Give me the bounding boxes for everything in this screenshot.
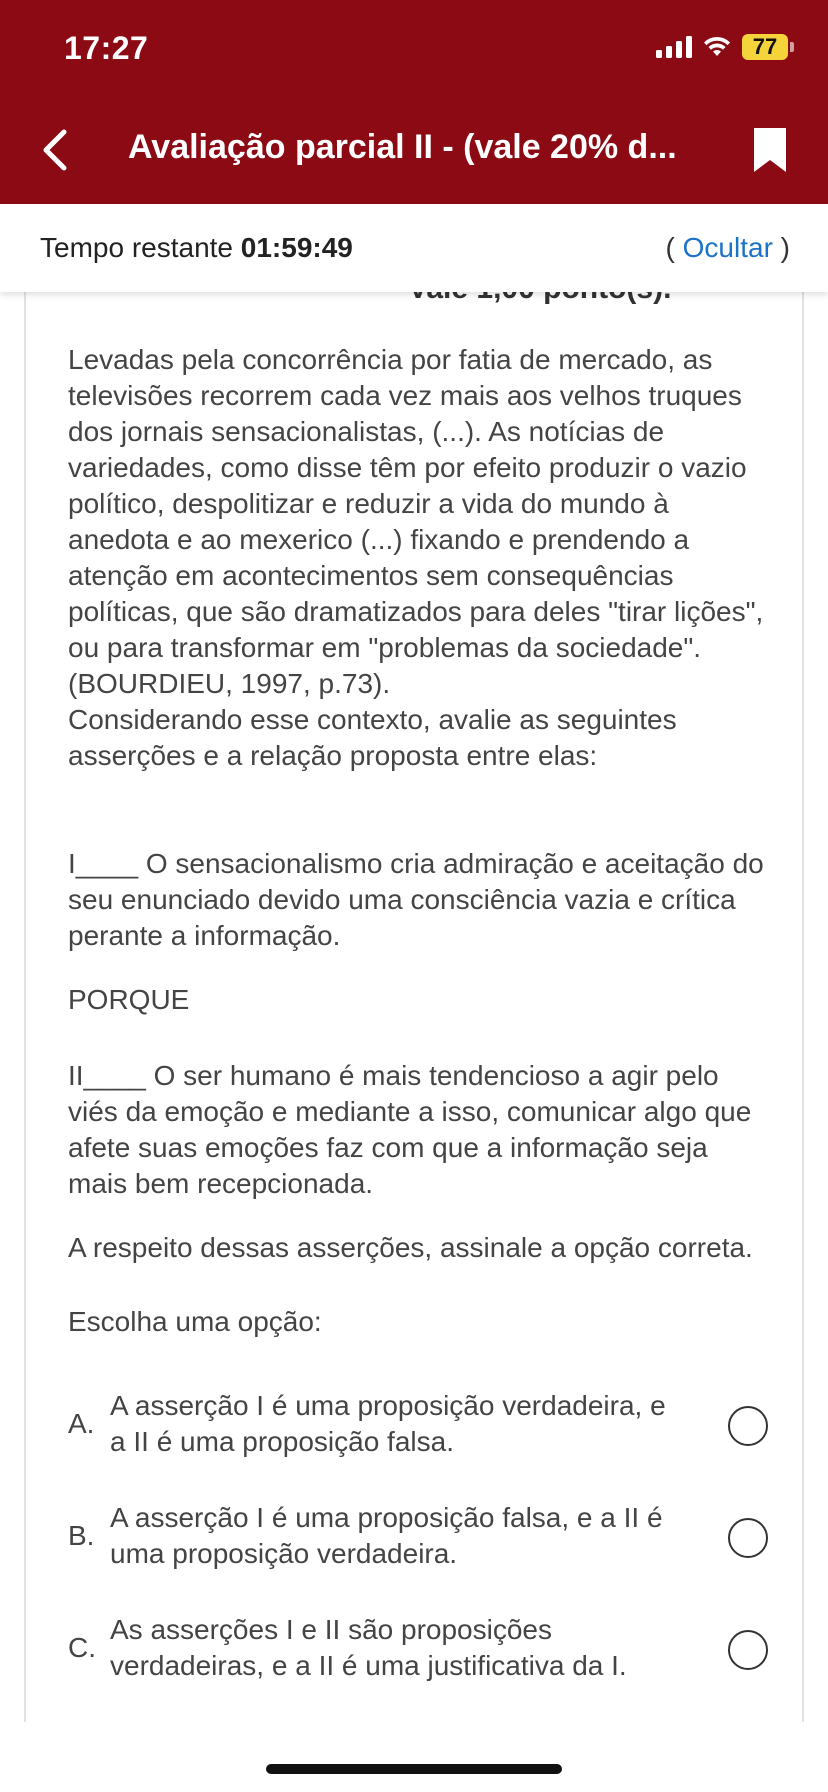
option-b[interactable]: [68, 1500, 768, 1580]
option-text: As asserções I e II são proposições verdadeiras, e a II é uma justificativa da I.: [110, 1614, 627, 1681]
porque-label: PORQUE: [68, 984, 190, 1015]
question-context: Levadas pela concorrência por fatia de mercado, as televisões recorrem cada vez mais aos velhos truques dos jornais sensacionalistas, (...). As notícias de variedades, como disse têm por efeito produzir o vazio político, despolitizar e reduzir a vida do mundo à anedota e ao mexerico (...) fixando e prendendo a atenção em acontecimentos sem consequências políticas, que são dramatizados para deles "tirar lições", ou para transformar em "problemas da sociedade". (BOURDIEU, 1997, p.73).: [68, 344, 764, 699]
status-time: 17:27: [64, 30, 149, 66]
question-card: [24, 292, 804, 1722]
close-paren: ): [780, 232, 790, 263]
option-letter: B.: [68, 1520, 95, 1551]
question-consider: Considerando esse contexto, avalie as seguintes asserções e a relação proposta entre elas:: [68, 704, 677, 771]
assertion-2: II____ O ser humano é mais tendencioso a agir pelo viés da emoção e mediante a isso, comunicar algo que afete suas emoções faz com que a informação seja mais bem recepcionada.: [68, 1060, 752, 1199]
instruction: A respeito dessas asserções, assinale a opção correta.: [68, 1232, 753, 1263]
app-header: [0, 0, 828, 204]
hide-timer: [666, 232, 790, 264]
page-title: Avaliação parcial II - (vale 20% d...: [128, 128, 677, 166]
home-indicator[interactable]: [266, 1764, 562, 1774]
radio-b[interactable]: [728, 1518, 768, 1558]
battery-level: 77: [742, 34, 788, 60]
bookmark-icon[interactable]: [750, 124, 790, 176]
timer: [40, 232, 353, 264]
status-icons: [656, 34, 794, 60]
timer-bar: [0, 204, 828, 292]
option-letter: C.: [68, 1632, 96, 1663]
timer-label: Tempo restante: [40, 232, 233, 263]
assertion-1: I____ O sensacionalismo cria admiração e aceitação do seu enunciado devido uma consciência vazia e crítica perante a informação.: [68, 848, 764, 951]
option-text: A asserção I é uma proposição falsa, e a II é uma proposição verdadeira.: [110, 1502, 663, 1569]
choose-label: Escolha uma opção:: [68, 1306, 322, 1337]
option-c[interactable]: [68, 1612, 768, 1692]
signal-icon: [656, 36, 692, 58]
option-letter: A.: [68, 1408, 95, 1439]
hide-timer-link[interactable]: Ocultar: [682, 232, 773, 263]
battery-icon: [742, 34, 794, 60]
radio-a[interactable]: [728, 1406, 768, 1446]
open-paren: (: [665, 232, 675, 263]
wifi-icon: [702, 35, 732, 59]
radio-c[interactable]: [728, 1630, 768, 1670]
option-text: A asserção I é uma proposição verdadeira, e a II é uma proposição falsa.: [110, 1390, 666, 1457]
timer-value: 01:59:49: [240, 232, 353, 263]
option-a[interactable]: [68, 1388, 768, 1468]
chevron-left-icon[interactable]: [36, 124, 76, 176]
